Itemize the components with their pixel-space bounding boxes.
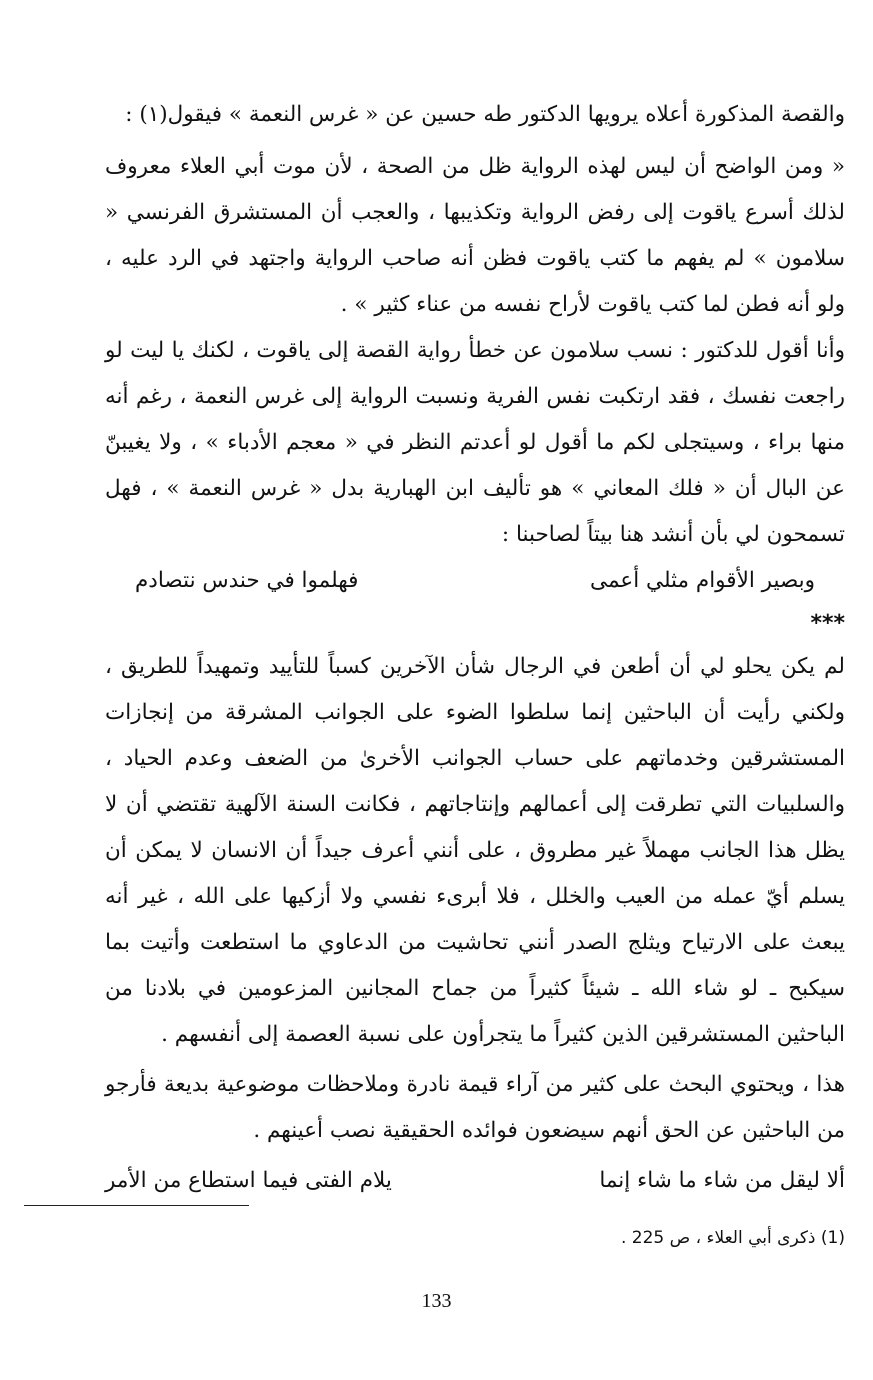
verse-1-second-hemistich: فهلموا في حندس نتصادم xyxy=(135,568,359,593)
quoted-passage: « ومن الواضح أن ليس لهذه الرواية ظل من الصحة ، لأن موت أبي العلاء معروف لذلك أسرع ياقوت إلى رفض الرواية وتكذيبها ، والعجب أن المستشرق الفرنسي « سلامون » لم يفهم ما كتب ياقوت فظن أنه صاحب الرواية واجتهد في الرد عليه ، ولو أنه فطن لما كتب ياقوت لأراح نفسه من عناء كثير » . xyxy=(105,154,845,317)
body-paragraph-3: هذا ، ويحتوي البحث على كثير من آراء قيمة نادرة وملاحظات موضوعية بديعة فأرجو من الباحثين عن الحق أنهم سيضعون فوائده الحقيقية نصب أعينهم . xyxy=(105,1072,845,1143)
main-text xyxy=(105,92,845,1204)
intro-paragraph: والقصة المذكورة أعلاه يرويها الدكتور طه حسين عن « غرس النعمة » فيقول(١) : xyxy=(125,102,845,127)
page-number: 133 xyxy=(421,1290,452,1312)
verse-line-2 xyxy=(105,1158,845,1204)
body-paragraph-2: لم يكن يحلو لي أن أطعن في الرجال شأن الآخرين كسباً للتأييد وتمهيداً للطريق ، ولكني رأيت أن الباحثين إنما سلطوا الضوء على الجوانب المشرقة من إنجازات المستشرقين وخدماتهم على حساب الجوانب الأخرىٰ من الضعف وعدم الحياد ، والسلبيات التي تطرقت إلى أعمالهم وإنتاجاتهم ، فكانت السنة الآلهية تقتضي أن لا يظل هذا الجانب مهملاً غير مطروق ، على أنني أعرف جيداً أن الانسان لا يمكن أن يسلم أيّ عمله من العيب والخلل ، فلا أبرىء نفسي ولا أزكيها على الله ، غير أنه يبعث على الارتياح ويثلج الصدر أنني تحاشيت من الدعاوي ما استطعت وأتيت بما سيكبح ـ لو شاء الله ـ شيئاً كثيراً من جماح المجانين المزعومين في بلادنا من الباحثين المستشرقين الذين كثيراً ما يتجرأون على نسبة العصمة إلى أنفسهم . xyxy=(105,654,845,1047)
reply-paragraph: وأنا أقول للدكتور : نسب سلامون عن خطأ رواية القصة إلى ياقوت ، لكنك يا ليت لو راجعت نفسك ، فقد ارتكبت نفس الفرية ونسبت الرواية إلى غرس النعمة ، رغم أنه منها براء ، وسيتجلى لكم ما أقول لو أعدتم النظر في « معجم الأدباء » ، ولا يغيبنّ عن البال أن « فلك المعاني » هو تأليف ابن الهبارية بدل « غرس النعمة » ، فهل تسمحون لي بأن أنشد هنا بيتاً لصاحبنا : xyxy=(105,338,845,547)
verse-2-second-hemistich: يلام الفتى فيما استطاع من الأمر xyxy=(105,1168,392,1193)
verse-line-1 xyxy=(105,558,845,604)
footnote-divider xyxy=(24,1205,249,1206)
verse-2-first-hemistich: ألا ليقل من شاء ما شاء إنما xyxy=(599,1168,845,1193)
verse-1-first-hemistich: وبصير الأقوام مثلي أعمى xyxy=(590,568,815,593)
footnote: (1) ذكرى أبي العلاء ، ص 225 . xyxy=(620,1228,845,1248)
section-separator: *** xyxy=(810,611,845,636)
